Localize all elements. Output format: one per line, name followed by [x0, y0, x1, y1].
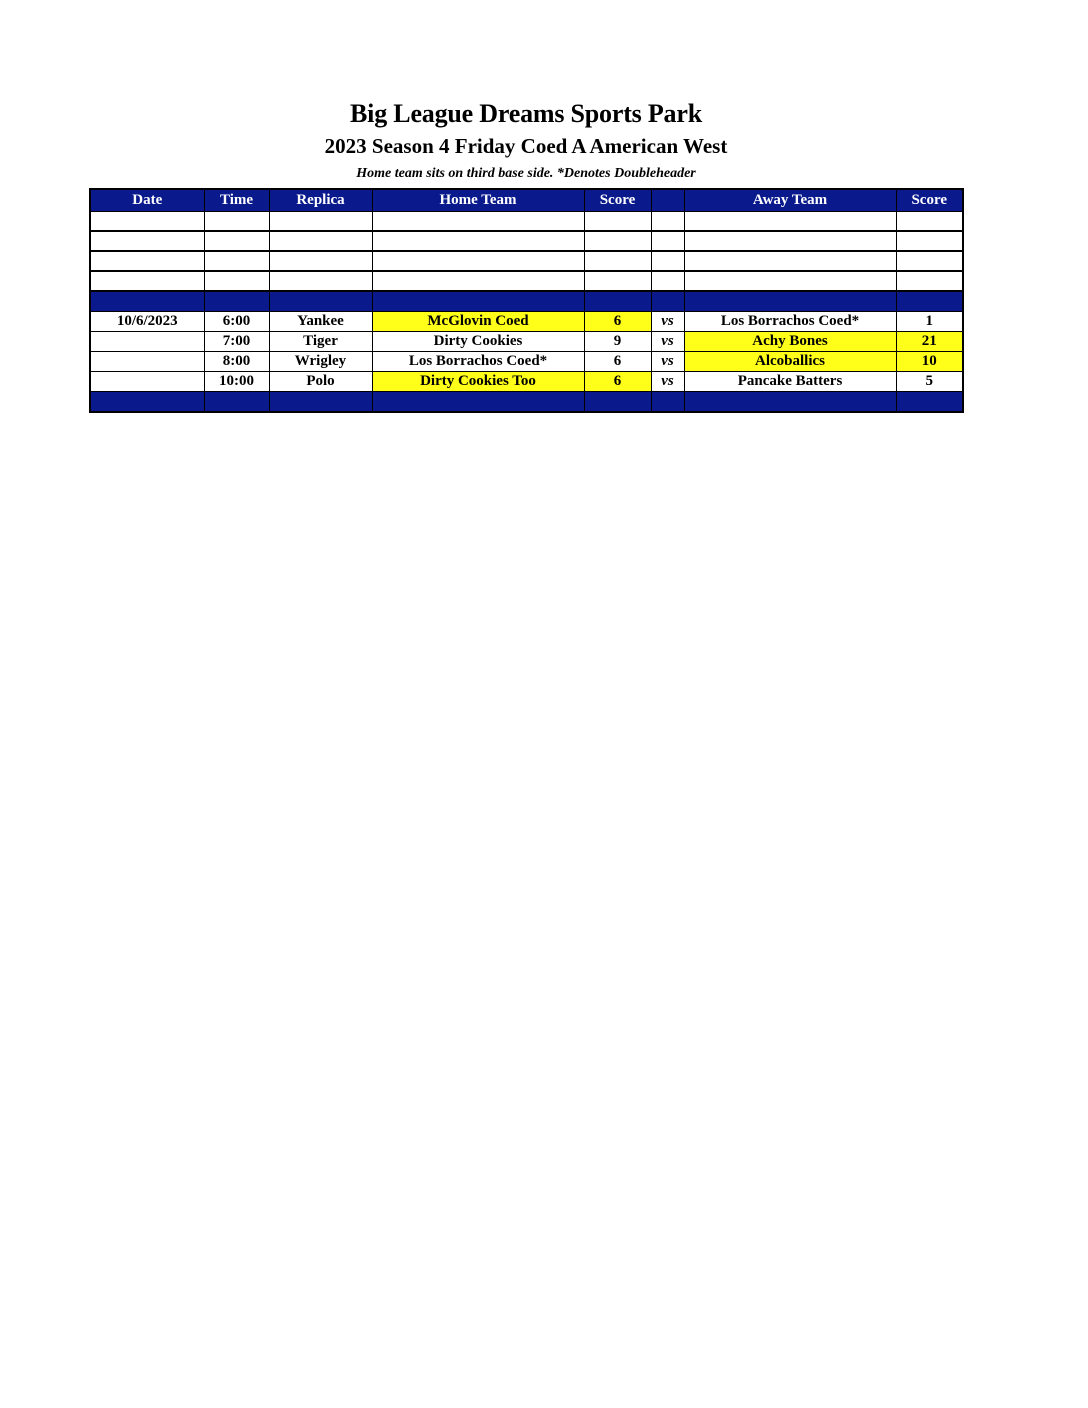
away-team: Pancake Batters — [684, 372, 896, 392]
page-title: Big League Dreams Sports Park — [350, 99, 702, 128]
column-header-time: Time — [204, 189, 269, 212]
column-header-date: Date — [90, 189, 204, 212]
away-team: Achy Bones — [684, 332, 896, 352]
game-date — [90, 332, 204, 352]
vs-label: vs — [651, 352, 684, 372]
vs-label: vs — [651, 372, 684, 392]
column-header-replica: Replica — [269, 189, 372, 212]
away-team: Los Borrachos Coed* — [684, 312, 896, 332]
home-team: Dirty Cookies Too — [372, 372, 584, 392]
vs-label: vs — [651, 332, 684, 352]
game-replica: Polo — [269, 372, 372, 392]
away-score: 1 — [896, 312, 963, 332]
home-team: Los Borrachos Coed* — [372, 352, 584, 372]
game-row — [90, 352, 963, 372]
divider-band — [90, 392, 963, 413]
game-time: 6:00 — [204, 312, 269, 332]
game-row — [90, 312, 963, 332]
page-subtitle: 2023 Season 4 Friday Coed A American West — [324, 134, 728, 158]
game-replica: Tiger — [269, 332, 372, 352]
blank-row — [90, 212, 963, 232]
game-time: 8:00 — [204, 352, 269, 372]
game-replica: Wrigley — [269, 352, 372, 372]
column-header-home-score: Score — [584, 189, 651, 212]
away-team: Alcoballics — [684, 352, 896, 372]
home-score: 6 — [584, 312, 651, 332]
game-replica: Yankee — [269, 312, 372, 332]
column-header-away-score: Score — [896, 189, 963, 212]
home-score: 6 — [584, 352, 651, 372]
game-row — [90, 372, 963, 392]
home-team: Dirty Cookies — [372, 332, 584, 352]
home-score: 6 — [584, 372, 651, 392]
column-header-away-team: Away Team — [684, 189, 896, 212]
game-date — [90, 352, 204, 372]
game-time: 7:00 — [204, 332, 269, 352]
vs-label: vs — [651, 312, 684, 332]
schedule-note: Home team sits on third base side. *Denotes Doubleheader — [356, 166, 696, 181]
game-date: 10/6/2023 — [90, 312, 204, 332]
away-score: 21 — [896, 332, 963, 352]
home-team: McGlovin Coed — [372, 312, 584, 332]
game-time: 10:00 — [204, 372, 269, 392]
away-score: 10 — [896, 352, 963, 372]
header-row — [90, 189, 963, 212]
blank-row — [90, 271, 963, 291]
game-date — [90, 372, 204, 392]
divider-band — [90, 291, 963, 312]
game-row — [90, 332, 963, 352]
blank-row — [90, 251, 963, 271]
blank-row — [90, 231, 963, 251]
column-header-vs — [651, 189, 684, 212]
away-score: 5 — [896, 372, 963, 392]
schedule-table — [89, 188, 964, 413]
home-score: 9 — [584, 332, 651, 352]
column-header-home-team: Home Team — [372, 189, 584, 212]
